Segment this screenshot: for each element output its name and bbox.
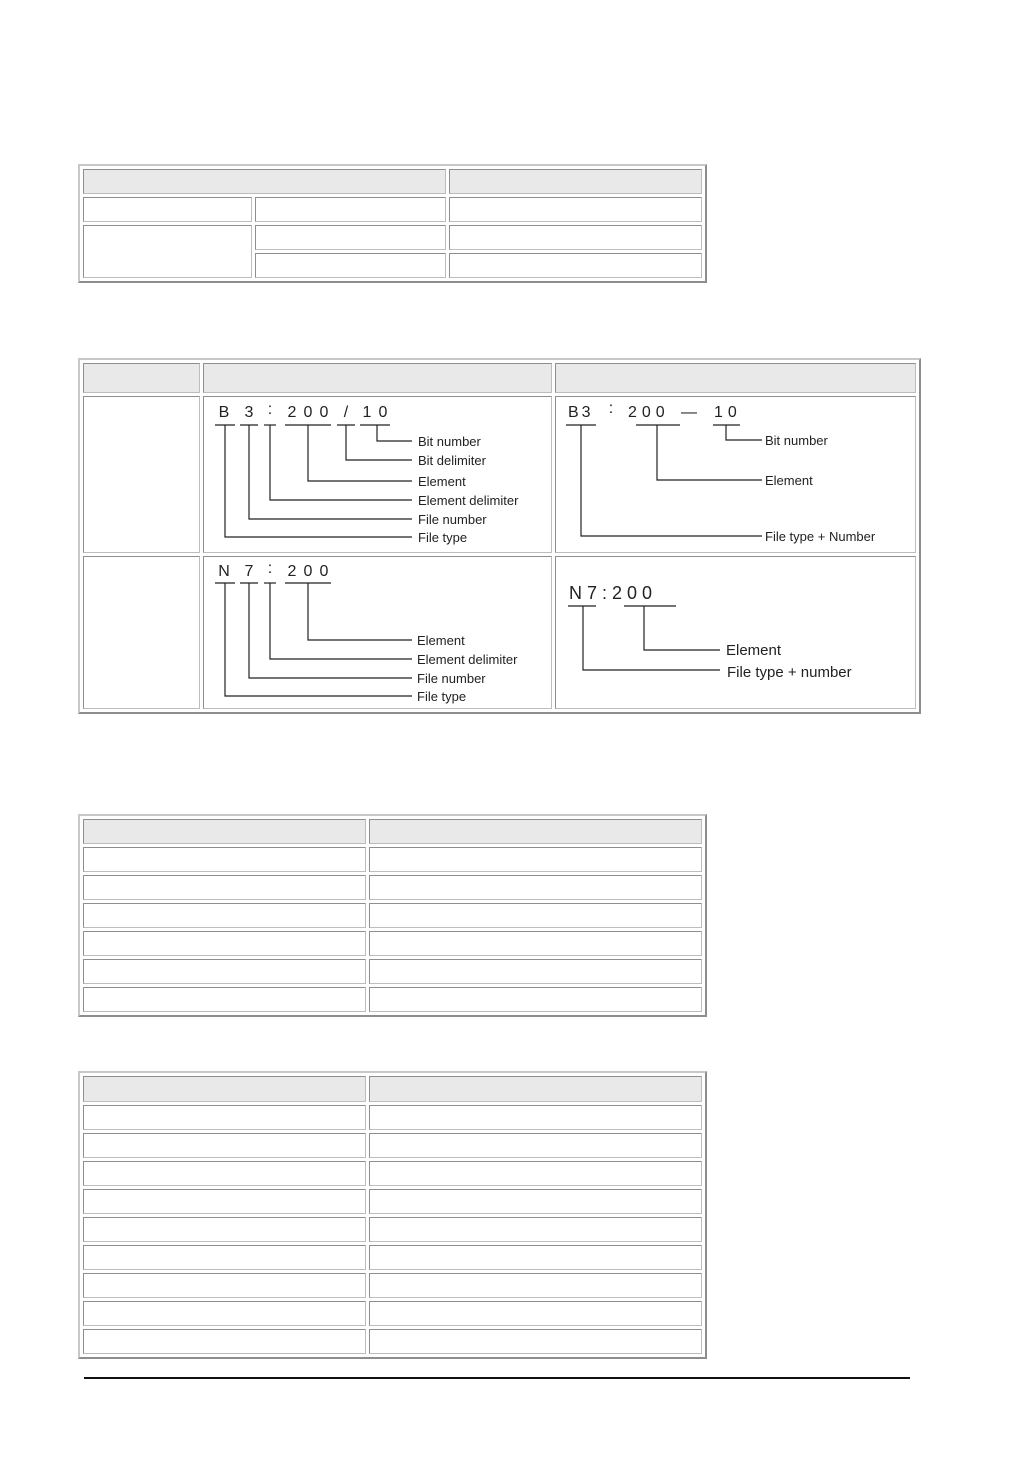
bit-address-plc-diagram (204, 397, 553, 552)
table-4 (78, 1071, 707, 1359)
char-element-delimiter: : (267, 401, 273, 418)
table-cell (369, 931, 702, 956)
callout-labels (765, 433, 876, 544)
bit-text: 10 (714, 404, 742, 421)
table-cell (449, 225, 702, 250)
address-chars (568, 400, 742, 421)
file-type-number-text: B3 (568, 404, 594, 421)
char-bit-digit: 0 (378, 404, 388, 421)
table-cell (369, 903, 702, 928)
word-address-hmi-cell (555, 556, 916, 709)
table-cell (369, 987, 702, 1012)
table-cell (449, 197, 702, 222)
table-row (83, 931, 702, 956)
char-file-number: 7 (244, 563, 254, 580)
table-row (83, 1301, 702, 1326)
char-element-delimiter: : (267, 560, 273, 577)
table-cell (369, 875, 702, 900)
colon-text: : (608, 400, 614, 417)
char-element-digit: 0 (303, 404, 313, 421)
table-cell (83, 1105, 366, 1130)
dash-text: — (681, 404, 697, 421)
header-cell (83, 169, 446, 194)
label-element: Element (726, 642, 782, 659)
table-3 (78, 814, 707, 1017)
table-cell (83, 1217, 366, 1242)
table-header-row (83, 363, 916, 393)
label-bit-number: Bit number (765, 433, 828, 448)
table-cell (83, 556, 200, 709)
element-text: 200 (628, 404, 670, 421)
address-format-table (78, 358, 921, 714)
table-row-word-address (83, 556, 916, 709)
callout-lines (215, 583, 412, 696)
table-cell (369, 1329, 702, 1354)
table-cell (83, 1245, 366, 1270)
table-1 (78, 164, 707, 283)
table-cell (83, 1189, 366, 1214)
table-header-row (83, 819, 702, 844)
table-row (83, 875, 702, 900)
table-row (83, 1161, 702, 1186)
table-cell (255, 225, 447, 250)
callout-lines (215, 425, 412, 537)
bit-address-hmi-diagram (556, 397, 917, 552)
header-cell (555, 363, 916, 393)
table-cell (369, 1273, 702, 1298)
table-cell (83, 875, 366, 900)
char-file-type: N (218, 563, 230, 580)
table-cell (369, 847, 702, 872)
bit-address-hmi-cell (555, 396, 916, 553)
label-file-number: File number (418, 512, 487, 527)
table-cell (255, 253, 447, 278)
label-file-type-number: File type + number (727, 664, 852, 681)
table-cell (369, 1105, 702, 1130)
word-address-plc-cell (203, 556, 552, 709)
table-cell (369, 1217, 702, 1242)
char-element-digit: 0 (319, 404, 329, 421)
callout-lines (566, 425, 762, 536)
callout-labels (418, 434, 519, 545)
header-cell (369, 1076, 702, 1102)
table-cell (83, 1329, 366, 1354)
table-row (83, 225, 702, 250)
table-cell (83, 396, 200, 553)
char-bit-delimiter: / (343, 404, 349, 421)
address-chars (219, 401, 388, 421)
label-file-number: File number (417, 671, 486, 686)
label-element: Element (765, 473, 813, 488)
char-element-digit: 0 (319, 563, 329, 580)
table-cell (255, 197, 447, 222)
header-cell (83, 1076, 366, 1102)
table-cell (369, 959, 702, 984)
table-row (83, 1133, 702, 1158)
label-element: Element (418, 474, 466, 489)
char-file-number: 3 (244, 404, 254, 421)
table-cell (83, 1301, 366, 1326)
table-header-row (83, 1076, 702, 1102)
char-bit-digit: 1 (362, 404, 372, 421)
table-cell (83, 987, 366, 1012)
table-row (83, 1189, 702, 1214)
word-address-hmi-diagram (556, 557, 917, 708)
table-cell (369, 1301, 702, 1326)
char-element-digit: 0 (303, 563, 313, 580)
address-chars (218, 560, 328, 580)
table-cell (369, 1161, 702, 1186)
table-row (83, 1105, 702, 1130)
table-cell (83, 959, 366, 984)
table-row (83, 1217, 702, 1242)
bit-address-plc-cell (203, 396, 552, 553)
table-row (83, 959, 702, 984)
char-element-digit: 2 (287, 563, 297, 580)
word-address-plc-diagram (204, 557, 553, 708)
char-file-type: B (218, 404, 230, 421)
table-row (83, 847, 702, 872)
callout-lines (568, 606, 720, 670)
char-element-digit: 2 (287, 404, 297, 421)
table-cell (369, 1133, 702, 1158)
table-cell (83, 1161, 366, 1186)
table-row (83, 197, 702, 222)
label-bit-delimiter: Bit delimiter (418, 453, 486, 468)
callout-labels (417, 633, 518, 704)
label-file-type: File type (418, 530, 468, 545)
label-bit-number: Bit number (418, 434, 481, 449)
address-text: N7:200 (569, 583, 658, 603)
table-header-row (83, 169, 702, 194)
header-cell (83, 819, 366, 844)
callout-labels (726, 642, 852, 681)
header-cell (369, 819, 702, 844)
header-cell (203, 363, 552, 393)
table-cell (449, 253, 702, 278)
label-element: Element (417, 633, 465, 648)
table-cell (83, 1273, 366, 1298)
header-cell (83, 363, 200, 393)
table-cell (83, 225, 252, 278)
table-row (83, 987, 702, 1012)
table-row-bit-address (83, 396, 916, 553)
table-row (83, 1273, 702, 1298)
table-cell (83, 1133, 366, 1158)
table-cell (83, 903, 366, 928)
label-element-delimiter: Element delimiter (417, 652, 518, 667)
footer-rule (84, 1377, 910, 1379)
table-row (83, 1329, 702, 1354)
table-row (83, 1245, 702, 1270)
table-cell (83, 847, 366, 872)
table-cell (369, 1245, 702, 1270)
table-cell (83, 931, 366, 956)
table-row (83, 903, 702, 928)
table-cell (83, 197, 252, 222)
header-cell (449, 169, 702, 194)
label-file-type: File type (417, 689, 467, 704)
label-element-delimiter: Element delimiter (418, 493, 519, 508)
table-cell (369, 1189, 702, 1214)
label-file-type-number: File type + Number (765, 529, 876, 544)
